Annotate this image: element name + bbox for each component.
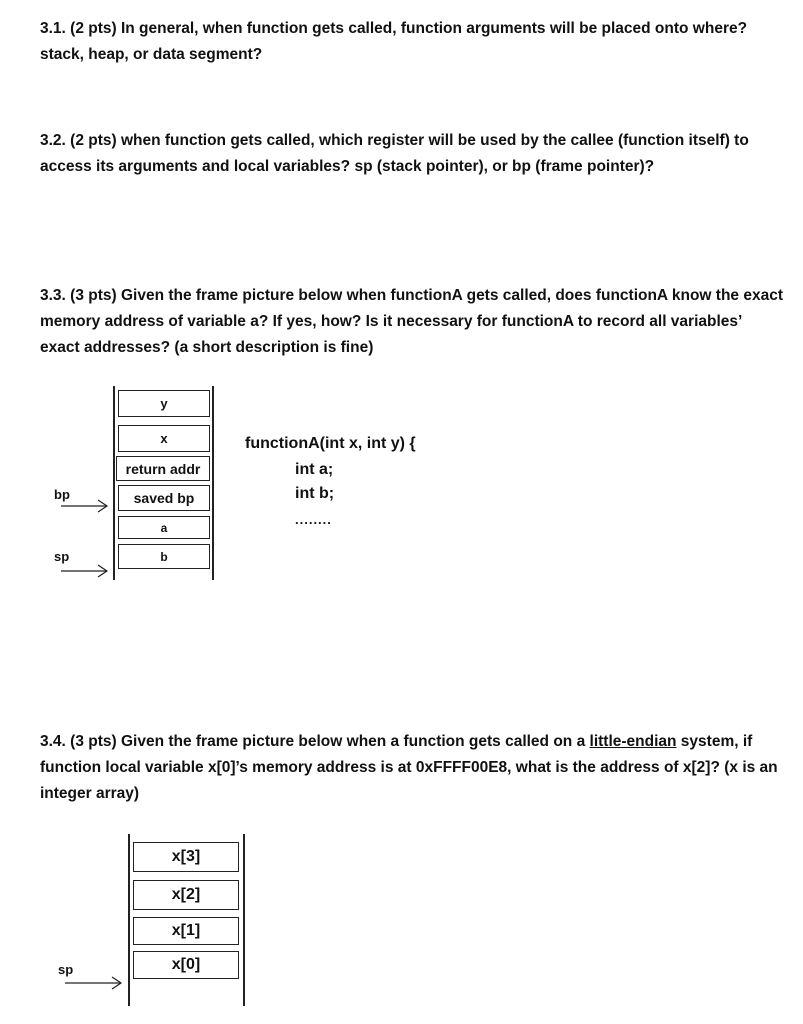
question-3-4-text-a: 3.4. (3 pts) Given the frame picture below when a function gets called on a xyxy=(40,733,590,750)
bp-label: bp xyxy=(54,487,70,502)
frame1-cell-return-addr: return addr xyxy=(116,456,210,481)
frame2-right-wall xyxy=(243,834,245,1006)
sp-arrow-icon xyxy=(60,563,112,579)
frame2-cell-x1: x[1] xyxy=(133,917,239,945)
bp-arrow-icon xyxy=(60,498,112,514)
frame2-cell-x3: x[3] xyxy=(133,842,239,872)
code-line-int-b: int b; xyxy=(295,485,335,502)
frame1-cell-y: y xyxy=(118,390,210,417)
code-ellipsis: ........ xyxy=(295,512,332,527)
question-3-1: 3.1. (2 pts) In general, when function gets called, function arguments will be placed onto where? stack, heap, or data segment? xyxy=(40,20,748,63)
frame2-cell-x0: x[0] xyxy=(133,951,239,979)
code-line-int-a: int a; xyxy=(295,461,334,478)
frame1-cell-saved-bp: saved bp xyxy=(118,485,210,511)
frame1-cell-a: a xyxy=(118,516,210,539)
sp-label-2: sp xyxy=(58,962,74,977)
question-3-4 xyxy=(40,729,785,807)
frame2-left-wall xyxy=(128,834,130,1006)
sp-label: sp xyxy=(54,549,70,564)
little-endian-term: little-endian xyxy=(589,733,677,750)
sp-arrow-icon-2 xyxy=(64,975,126,991)
frame1-cell-b: b xyxy=(118,544,210,569)
frame1-right-wall xyxy=(212,386,214,580)
question-3-2: 3.2. (2 pts) when function gets called, which register will be used by the callee (function itself) to access its arguments and local variables? sp (stack pointer), or bp (frame pointer)? xyxy=(40,132,749,175)
code-signature: functionA(int x, int y) { xyxy=(245,435,416,452)
frame2-cell-x2: x[2] xyxy=(133,880,239,910)
frame1-cell-x: x xyxy=(118,425,210,452)
question-3-4-text-b: system, if function local variable x[0]’s memory address is at 0xFFFF00E8, what is the address of x[2]? (x is an integer array) xyxy=(40,733,778,802)
question-3-3: 3.3. (3 pts) Given the frame picture below when functionA gets called, does functionA know the exact memory address of variable a? If yes, how? Is it necessary for functionA to record all variables’ exact addresses? (a short description is fine) xyxy=(40,287,783,356)
frame1-left-wall xyxy=(113,386,115,580)
